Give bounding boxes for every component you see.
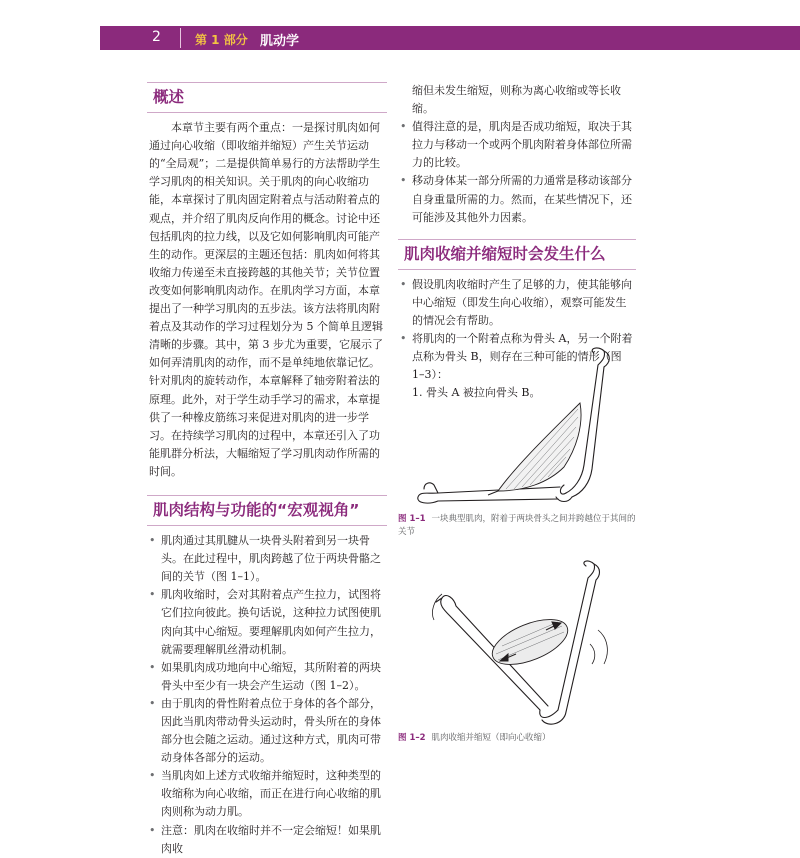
list-item: • 肌肉通过其肌腱从一块骨头附着到另一块骨头。在此过程中，肌肉跨越了位于两块骨骼之间的关节（图 1–1）。 — [147, 532, 387, 586]
figure-caption-1 — [398, 513, 636, 539]
list-item: • 值得注意的是，肌肉是否成功缩短，取决于其拉力与移动一个或两个肌肉附着身体部位所需力的比较。 — [398, 118, 636, 172]
continued-text: 缩但未发生缩短，则称为离心收缩或等长收缩。 — [412, 84, 621, 116]
muscle-contraction-illustration — [398, 560, 636, 730]
figure-caption-text: 一块典型肌肉，附着于两块骨头之间并跨越位于其间的关节 — [398, 514, 636, 537]
arm-muscle-illustration — [398, 345, 636, 505]
macro-heading: 肌肉结构与功能的“宏观视角” — [147, 495, 387, 526]
header-divider — [180, 28, 181, 48]
list-item: • 肌肉收缩时，会对其附着点产生拉力，试图将它们拉向彼此。换句话说，这种拉力试图使肌肉向其中心缩短。要理解肌肉如何产生拉力，就需要理解肌丝滑动机制。 — [147, 586, 387, 658]
overview-paragraph: 本章节主要有两个重点：一是探讨肌肉如何通过向心收缩（即收缩并缩短）产生关节运动的“全局观”；二是提供简单易行的方法帮助学生学习肌肉的相关知识。关于肌肉的向心收缩功能，本章探讨了肌肉固定附着点与活动附着点的观点，并介绍了肌肉反向作用的概念。讨论中还包括肌肉的拉力线，以及它如何影响肌肉可能产生的动作。更深层的主题还包括：肌肉如何将其收缩力传递至未直接跨越的其他关节；关节位置改变如何影响肌肉动作。在肌肉学习方面，本章提出了一种学习肌肉的五步法。该方法将肌肉附着点及其动作的学习过程划分为 5 个简单且逻辑清晰的步骤。其中，第 3 步尤为重要，它展示了如何弄清肌肉的动作，而不是单纯地依靠记忆。针对肌肉的旋转动作，本章解释了轴旁附着法的原理。此外，对于学生动手学习的需求，本章提供了一种橡皮筋练习来促进对肌肉的进一步学习。在持续学习肌肉的过程中，本章还引入了功能肌群分析法，大幅缩短了学习肌肉动作所需的时间。 — [149, 121, 383, 478]
header-topic: 肌动学 — [260, 34, 300, 49]
macro-bullet-list — [147, 532, 387, 858]
figure-label: 图 1–2 — [398, 733, 426, 743]
muscle-belly — [498, 403, 581, 491]
shortening-heading: 肌肉收缩并缩短时会发生什么 — [398, 239, 636, 270]
list-item: • 假设肌肉收缩时产生了足够的力，使其能够向中心缩短（即发生向心收缩），观察可能发生的情况会有帮助。 — [398, 276, 636, 330]
overview-heading: 概述 — [147, 82, 387, 113]
figure-caption-2 — [398, 732, 636, 745]
muscle-belly — [486, 610, 574, 673]
left-column — [147, 82, 387, 858]
list-item: • 移动身体某一部分所需的力通常是移动该部分自身重量所需的力。然而，在某些情况下，还可能涉及其他外力因素。 — [398, 172, 636, 226]
numbered-item: 1. 骨头 A 被拉向骨头 B。 — [412, 386, 541, 400]
right-bullet-list — [398, 118, 636, 227]
figure-caption-text: 肌肉收缩并缩短（即向心收缩） — [431, 733, 551, 743]
list-item: • 由于肌肉的骨性附着点位于身体的各个部分，因此当肌肉带动骨头运动时，骨头所在的身体部分也会随之运动。通过这种方式，肌肉可带动身体各部分的运动。 — [147, 695, 387, 767]
list-item: • 注意：肌肉在收缩时并不一定会缩短！如果肌肉收 — [147, 822, 387, 858]
list-item: • 将肌肉的一个附着点称为骨头 A，另一个附着点称为骨头 B，则存在三种可能的情形（图 1–3）： — [398, 330, 636, 384]
list-item: • 当肌肉如上述方式收缩并缩短时，这种类型的收缩称为向心收缩，而正在进行向心收缩的肌肉则称为动力肌。 — [147, 767, 387, 821]
running-header — [100, 26, 800, 50]
list-item: • 如果肌肉成功地向中心缩短，其所附着的两块骨头中至少有一块会产生运动（图 1–2）。 — [147, 659, 387, 695]
figure-label: 图 1–1 — [398, 514, 426, 524]
page-number: 2 — [152, 29, 161, 45]
header-section: 第 1 部分 — [195, 33, 248, 47]
